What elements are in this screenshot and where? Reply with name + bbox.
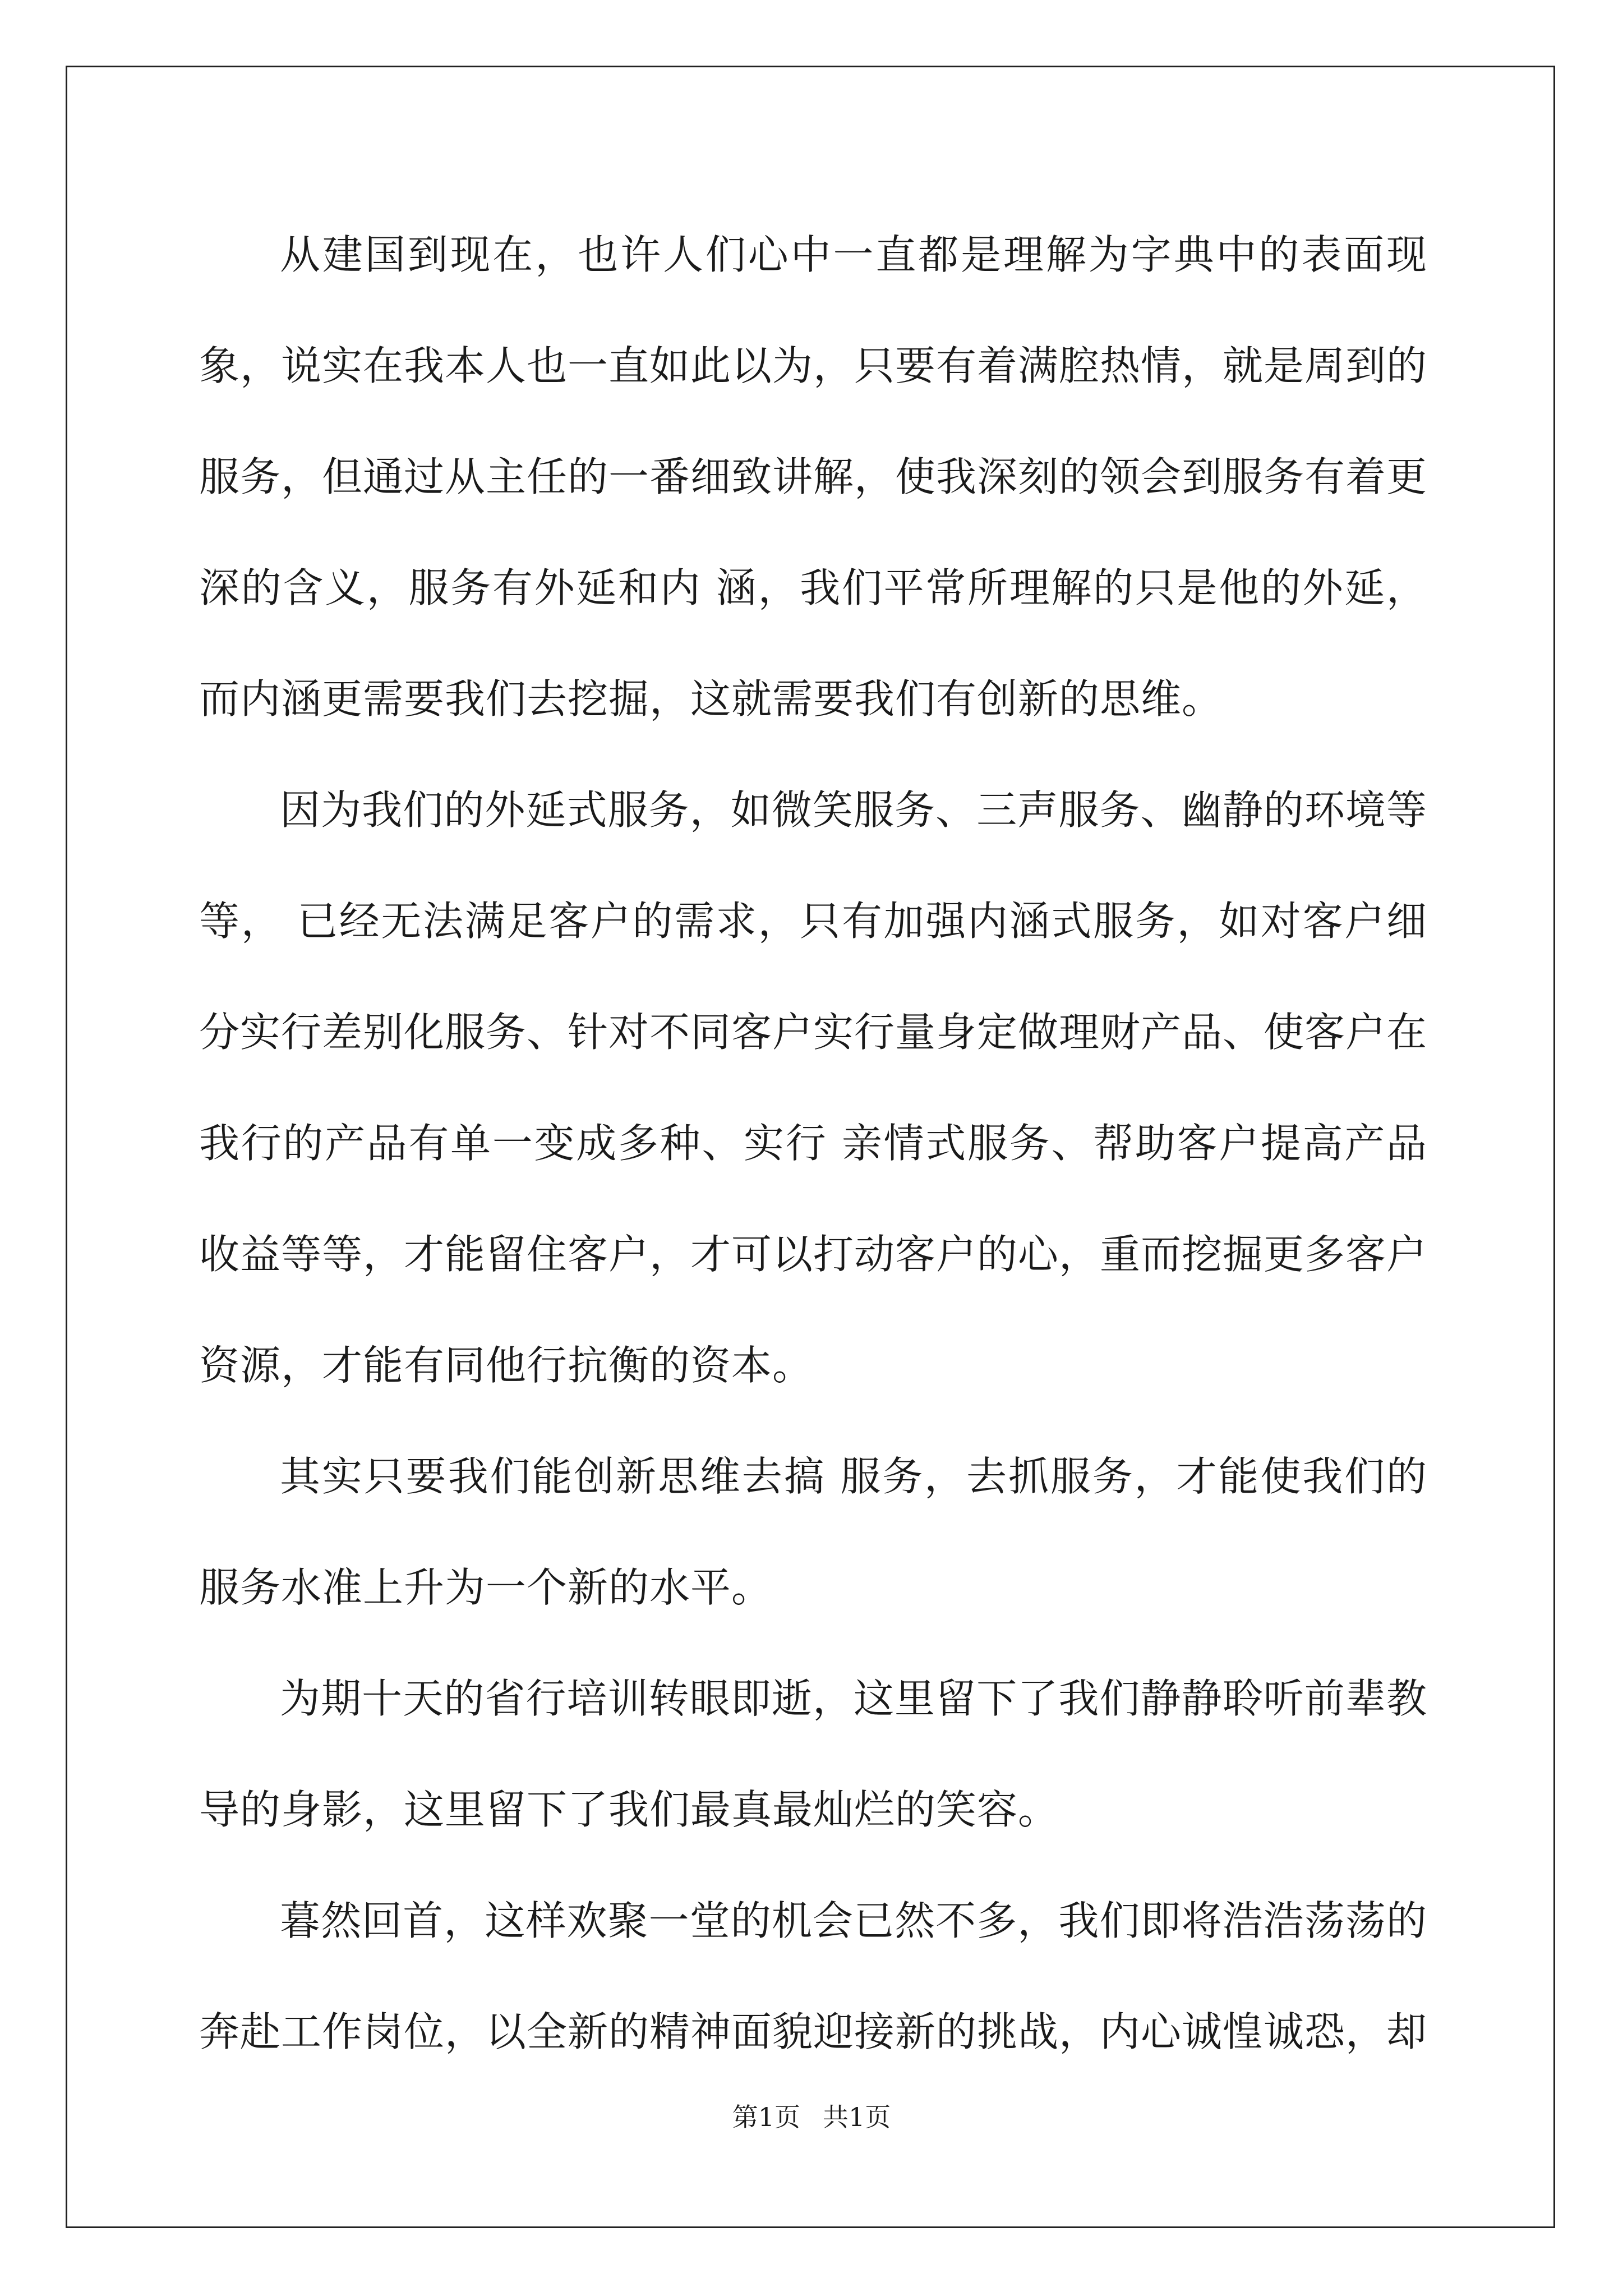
document-body: [199, 199, 1427, 2087]
paragraph-4: 为期十天的省行培训转眼即逝，这里留下了我们静静聆听前辈教导的身影，这里留下了我们最真最灿烂的笑容。: [199, 1675, 1427, 1833]
page-footer: [0, 2100, 1623, 2134]
page-number-total: 共1页: [823, 2102, 891, 2132]
paragraph-3: 其实只要我们能创新思维去搞 服务，去抓服务，才能使我们的服务水准上升为一个新的水平。: [199, 1453, 1427, 1611]
page-number-current: 第1页: [732, 2102, 800, 2132]
paragraph-1: 从建国到现在，也许人们心中一直都是理解为字典中的表面现 象，说实在我本人也一直如此以为，只要有着满腔热情，就是周到的服务，但通过从主任的一番细致讲解，使我深刻的领会到服务有着更深的含义，服务有外延和内 涵，我们平常所理解的只是他的外延，而内涵更需要我们去挖掘，这就需要我们有创新的思维。: [199, 231, 1428, 723]
paragraph-5: 暮然回首，这样欢聚一堂的机会已然不多，我们即将浩浩荡荡的奔赴工作岗位，以全新的精神面貌迎接新的挑战，内心诚惶诚恐，却: [199, 1897, 1428, 2055]
paragraph-2: 因为我们的外延式服务，如微笑服务、三声服务、幽静的环境等等， 已经无法满足客户的需求，只有加强内涵式服务，如对客户细分实行差别化服务、针对不同客户实行量身定做理财产品、使客户在我行的产品有单一变成多种、实行 亲情式服务、帮助客户提高产品收益等等，才能留住客户，才可以打动客户的心，重而挖掘更多客户资源，才能有同他行抗衡的资本。: [199, 786, 1428, 1389]
